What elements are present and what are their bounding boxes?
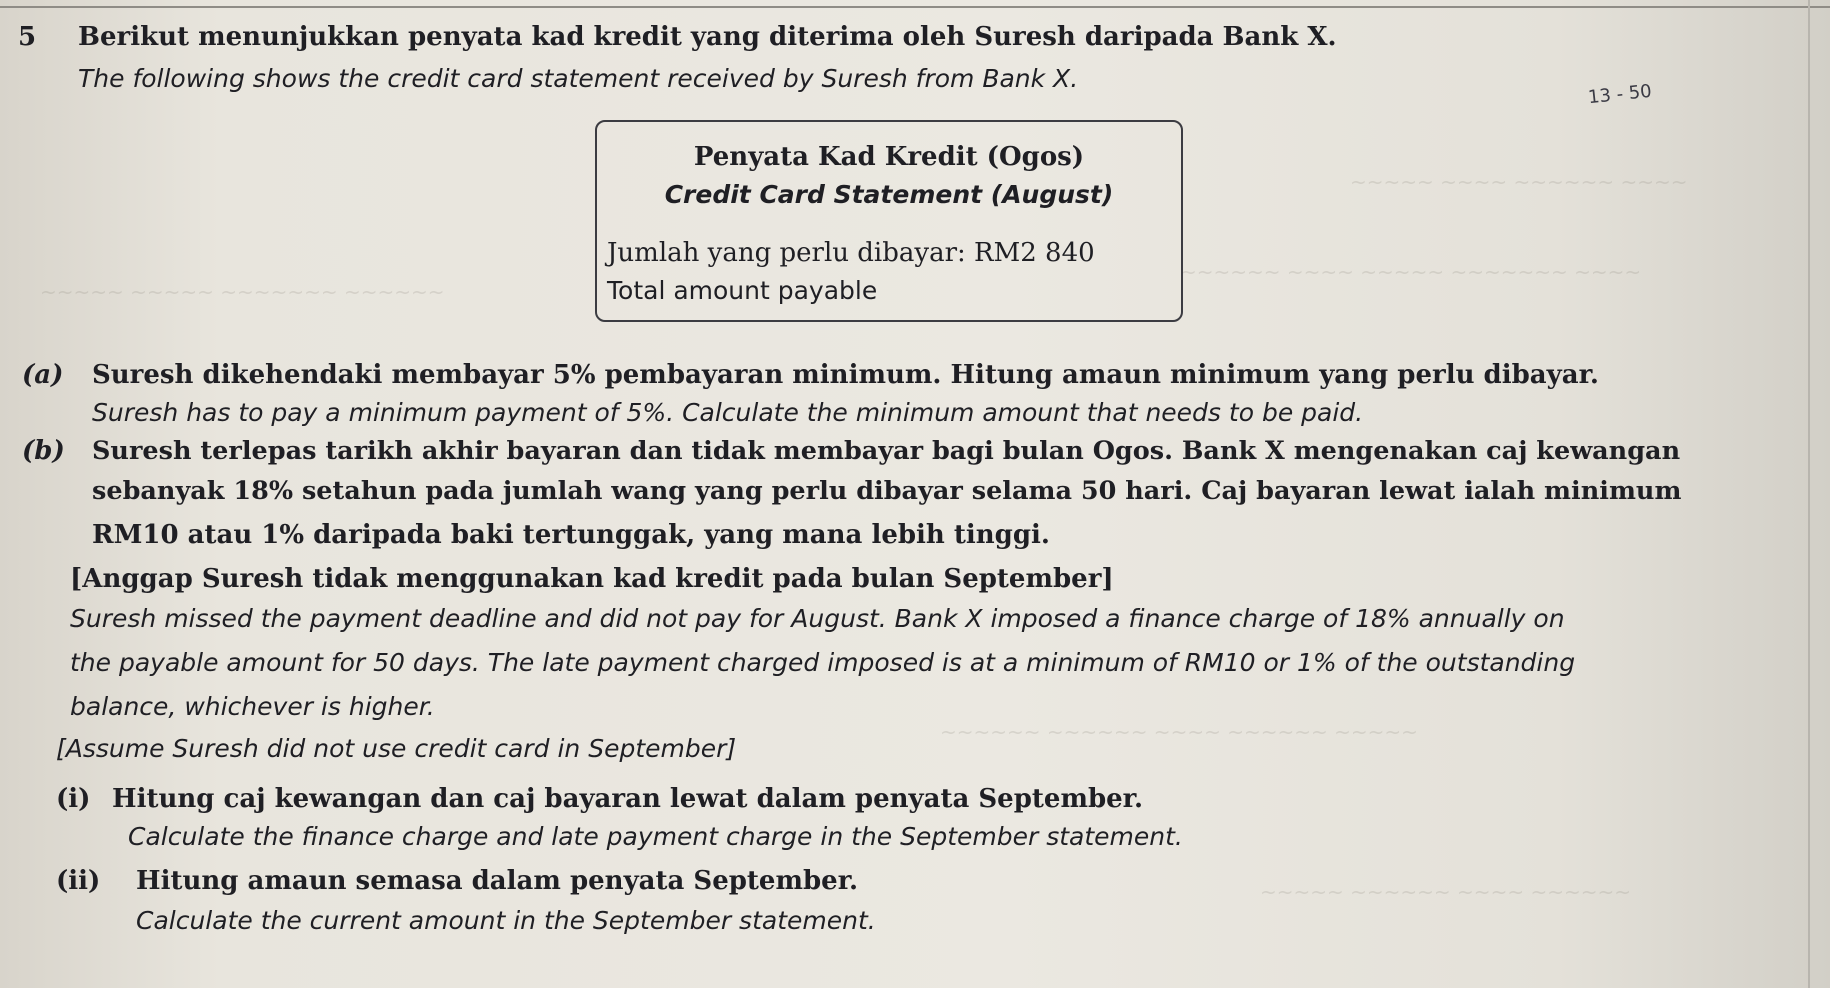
intro-malay: Berikut menunjukkan penyata kad kredit yang diterima oleh Suresh daripada Bank X.: [78, 22, 1337, 52]
sub-ii-malay: Hitung amaun semasa dalam penyata September.: [136, 866, 859, 896]
statement-title-english: Credit Card Statement (August): [664, 180, 1114, 209]
question-number: 5: [18, 22, 37, 52]
credit-card-statement-box: [595, 120, 1183, 322]
bleed-through-mark: ~~~~~~ ~~~~~~ ~~~~ ~~~~~~ ~~~~~: [940, 720, 1418, 744]
handwritten-note: 13 - 50: [1587, 80, 1653, 109]
page-edge-rule: [1808, 0, 1810, 988]
sub-i-malay: Hitung caj kewangan dan caj bayaran lewat dalam penyata September.: [112, 784, 1144, 814]
statement-amount-english: Total amount payable: [607, 276, 878, 305]
bleed-through-mark: ~~~~~ ~~~~ ~~~~~~ ~~~~: [1350, 170, 1688, 194]
sub-ii-label: (ii): [56, 866, 101, 896]
bleed-through-mark: ~~~~~~ ~~~~ ~~~~~ ~~~~~~~ ~~~~: [1180, 260, 1642, 284]
sub-i-english: Calculate the finance charge and late payment charge in the September statement.: [128, 822, 1183, 851]
part-b-malay-line: Suresh terlepas tarikh akhir bayaran dan tidak membayar bagi bulan Ogos. Bank X mengenakan caj kewangan: [92, 436, 1681, 466]
part-b-english-line: [Assume Suresh did not use credit card in September]: [56, 734, 737, 763]
part-b-malay-line: sebanyak 18% setahun pada jumlah wang yang perlu dibayar selama 50 hari. Caj bayaran lewat ialah minimum: [92, 476, 1682, 506]
part-b-malay-line: [Anggap Suresh tidak menggunakan kad kredit pada bulan September]: [70, 564, 1114, 594]
part-b-english-line: Suresh missed the payment deadline and did not pay for August. Bank X imposed a finance charge of 18% annually on: [70, 604, 1565, 633]
part-b-english-line: balance, whichever is higher.: [70, 692, 435, 721]
top-rule: [0, 6, 1830, 8]
part-b-malay-line: RM10 atau 1% daripada baki tertunggak, yang mana lebih tinggi.: [92, 520, 1050, 550]
intro-english: The following shows the credit card statement received by Suresh from Bank X.: [78, 64, 1079, 93]
part-a-malay: Suresh dikehendaki membayar 5% pembayaran minimum. Hitung amaun minimum yang perlu dibayar.: [92, 360, 1599, 390]
sub-ii-english: Calculate the current amount in the September statement.: [136, 906, 876, 935]
bleed-through-mark: ~~~~~ ~~~~~ ~~~~~~~ ~~~~~~: [40, 280, 445, 304]
part-a-english: Suresh has to pay a minimum payment of 5%. Calculate the minimum amount that needs to be paid.: [92, 398, 1364, 427]
sub-i-label: (i): [56, 784, 91, 814]
statement-amount-malay: Jumlah yang perlu dibayar: RM2 840: [607, 238, 1095, 268]
bleed-through-mark: ~~~~~ ~~~~~~ ~~~~ ~~~~~~: [1260, 880, 1631, 904]
part-a-label: (a): [22, 360, 64, 390]
part-b-label: (b): [22, 436, 65, 466]
part-b-english-line: the payable amount for 50 days. The late payment charged imposed is at a minimum of RM10 or 1% of the outstanding: [70, 648, 1576, 677]
statement-title-malay: Penyata Kad Kredit (Ogos): [693, 142, 1085, 172]
